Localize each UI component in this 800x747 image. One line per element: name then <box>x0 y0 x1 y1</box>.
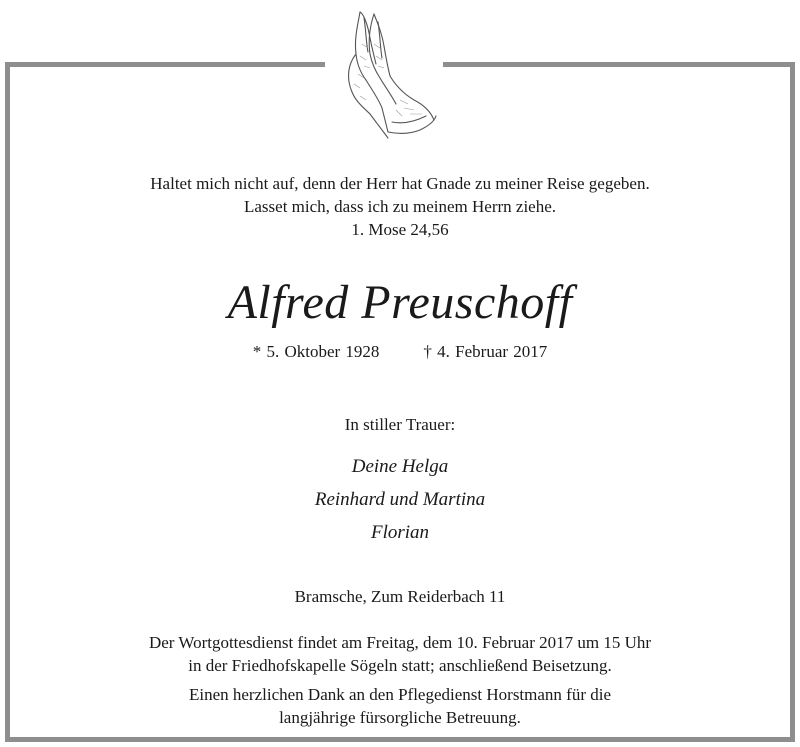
verse-line-1: Haltet mich nicht auf, denn der Herr hat Gnade zu meiner Reise gegeben. <box>150 174 650 193</box>
service-line-2: in der Friedhofskapelle Sögeln statt; anschließend Beisetzung. <box>188 656 612 675</box>
frame-top-left-line <box>5 62 325 67</box>
frame-top-right-line <box>443 62 795 67</box>
mourning-label: In stiller Trauer: <box>344 415 456 434</box>
thanks-line-2: langjährige fürsorgliche Betreuung. <box>279 708 521 727</box>
death-date: † 4. Februar 2017 <box>423 342 548 361</box>
mourner-name: Deine Helga <box>351 456 449 477</box>
bible-verse <box>0 172 800 241</box>
praying-hands-icon <box>330 4 442 142</box>
service-line-1: Der Wortgottesdienst findet am Freitag, dem 10. Februar 2017 um 15 Uhr <box>148 633 652 652</box>
thanks-line-1: Einen herzlichen Dank an den Pflegedienst Horstmann für die <box>188 685 612 704</box>
birth-date: * 5. Oktober 1928 <box>252 342 380 361</box>
service-info <box>0 631 800 677</box>
verse-line-2: Lasset mich, dass ich zu meinem Herrn ziehe. <box>243 197 557 216</box>
thanks-note <box>0 683 800 729</box>
family-address: Bramsche, Zum Reiderbach 11 <box>294 587 506 606</box>
deceased-name: Alfred Preuschoff <box>227 276 573 329</box>
mourner-name: Florian <box>370 522 430 543</box>
life-dates <box>0 341 800 363</box>
mourners-list <box>0 450 800 549</box>
mourner-name: Reinhard und Martina <box>314 489 486 510</box>
verse-reference: 1. Mose 24,56 <box>351 220 449 239</box>
